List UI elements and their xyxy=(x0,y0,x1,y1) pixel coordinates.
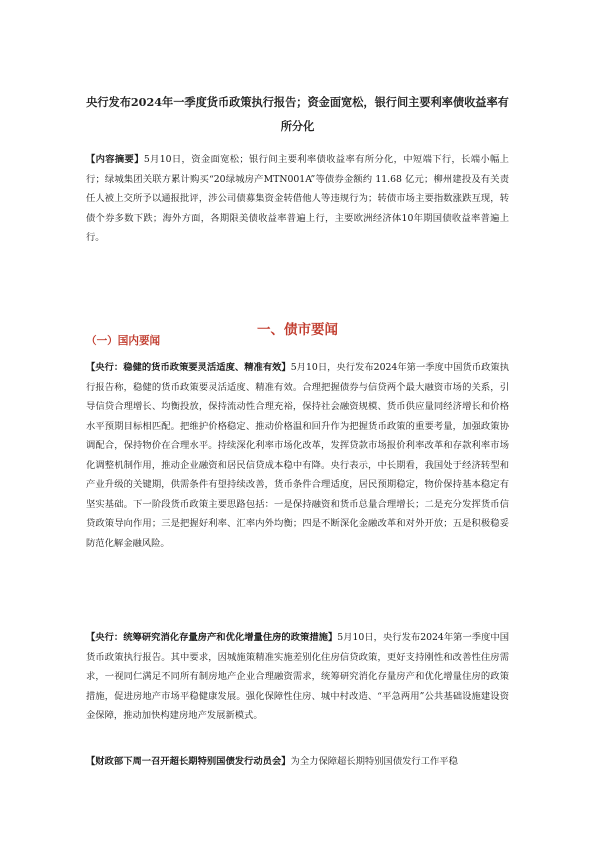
abstract-paragraph xyxy=(86,150,509,248)
news-item-mof-bonds xyxy=(86,752,509,772)
news-lead: 【央行：统筹研究消化存量房产和优化增量住房的政策措施】 xyxy=(86,632,338,643)
abstract-text: 5月10日，资金面宽松；银行间主要利率债收益率有所分化，中短端下行，长端小幅上行；绿城集团关联方累计购买“20绿城房产MTN001A”等债券金额约 11.68 亿元；柳州建投及有关责任人被上交所予以通报批评，涉公司债募集资金转借他人等违规行为；转债市场主要指数涨跌互现，转债个券多数下跌；海外方面，各期限美债收益率普遍上行，主要欧洲经济体10年期国债收益率普遍上行。 xyxy=(86,154,509,243)
news-text: 5月10日，央行发布2024年第一季度中国货币政策执行报告称，稳健的货币政策要灵活适度、精准有效。合理把握债券与信贷两个最大融资市场的关系，引导信贷合理增长、均衡投放，保持流动性合理充裕，保持社会融资规模、货币供应量同经济增长和价格水平预期目标相匹配。把维护价格稳定、推动价格温和回升作为把握货币政策的重要考量，加强政策协调配合，保持物价在合理水平。持续深化利率市场化改革，发挥贷款市场报价利率改革和存款利率市场化调整机制作用，推动企业融资和居民信贷成本稳中有降。央行表示，中长期看，我国处于经济转型和产业升级的关键期，供需条件有望持续改善，货币条件合理适度，居民预期稳定，物价保持基本稳定有坚实基础。下一阶段货币政策主要思路包括：一是保持融资和货币总量合理增长；二是充分发挥货币信贷政策导向作用；三是把握好利率、汇率内外均衡；四是不断深化金融改革和对外开放；五是积极稳妥防范化解金融风险。 xyxy=(86,362,509,549)
news-item-pboc-housing xyxy=(86,628,509,726)
subsection-heading-domestic: （一）国内要闻 xyxy=(86,335,161,347)
news-lead: 【财政部下周一召开超长期特别国债发行动员会】 xyxy=(86,756,291,767)
news-text: 为全力保障超长期特别国债发行工作平稳 xyxy=(290,756,458,767)
news-lead: 【央行：稳健的货币政策要灵活适度、精准有效】 xyxy=(86,362,291,373)
document-title: 央行发布2024年一季度货币政策执行报告；资金面宽松，银行间主要利率债收益率有所分化 xyxy=(86,95,509,133)
news-text: 5月10日，央行发布2024年第一季度中国货币政策执行报告。其中要求，因城施策精准实施差别化住房信贷政策，更好支持刚性和改善性住房需求，一视同仁满足不同所有制房地产企业合理融资需求，统筹研究消化存量房产和优化增量住房的政策措施，促进房地产市场平稳健康发展。强化保障性住房、城中村改造、“平急两用”公共基础设施建设资金保障，推动加快构建房地产发展新模式。 xyxy=(86,632,509,721)
abstract-lead: 【内容摘要】 xyxy=(86,154,144,165)
section-heading-bond-news: 一、债市要闻 xyxy=(257,322,338,338)
news-item-pboc-policy xyxy=(86,358,509,553)
